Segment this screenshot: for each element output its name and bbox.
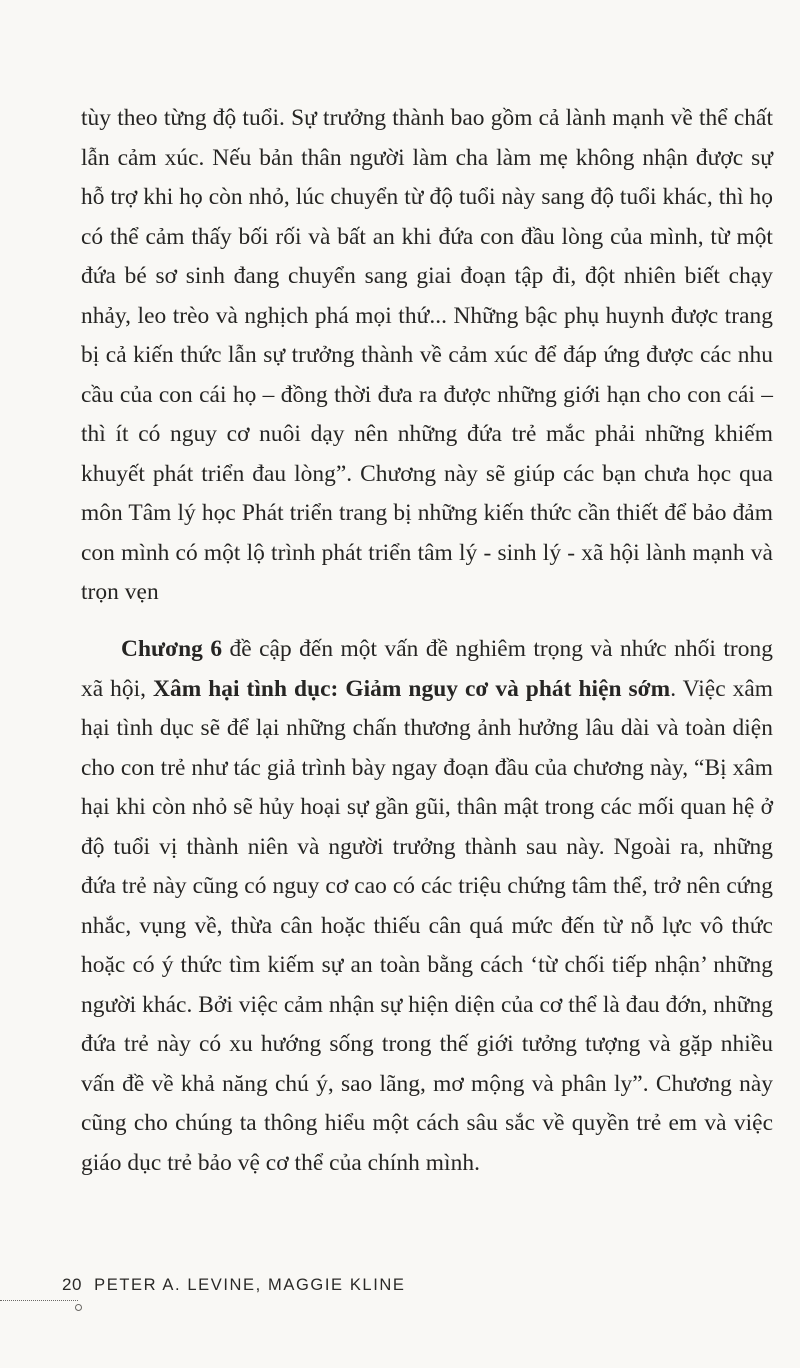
body-paragraph-1: tùy theo từng độ tuổi. Sự trưởng thành bao gồm cả lành mạnh về thể chất lẫn cảm xúc. Nếu bản thân người làm cha làm mẹ không nhận được sự hỗ trợ khi họ còn nhỏ, lúc chuyển từ độ tuổi này sang độ tuổi khác, thì họ có thể cảm thấy bối rối và bất an khi đứa con đầu lòng của mình, từ một đứa bé sơ sinh đang chuyển sang giai đoạn tập đi, đột nhiên biết chạy nhảy, leo trèo và nghịch phá mọi thứ... Những bậc phụ huynh được trang bị cả kiến thức lẫn sự trưởng thành về cảm xúc để đáp ứng được các nhu cầu của con cái họ – đồng thời đưa ra được những giới hạn cho con cái – thì ít có nguy cơ nuôi dạy nên những đứa trẻ mắc phải những khiếm khuyết phát triển đau lòng”. Chương này sẽ giúp các bạn chưa học qua môn Tâm lý học Phát triển trang bị những kiến thức cần thiết để bảo đảm con mình có một lộ trình phát triển tâm lý - sinh lý - xã hội lành mạnh và trọn vẹn [81,105,773,605]
chapter-title: Xâm hại tình dục: Giảm nguy cơ và phát hiện sớm [153,675,671,702]
paragraph-2-intro: đề cập đến một vấn đề nghiêm trọng và nhức nhối trong xã hội, [81,636,773,702]
paragraph-2-body: . Việc xâm hại tình dục sẽ để lại những chấn thương ảnh hưởng lâu dài và toàn diện cho con trẻ như tác giả trình bày ngay đoạn đầu của chương này, “Bị xâm hại khi còn nhỏ sẽ hủy hoại sự gần gũi, thân mật trong các mối quan hệ ở độ tuổi vị thành niên và người trưởng thành sau này. Ngoài ra, những đứa trẻ này cũng có nguy cơ cao có các triệu chứng tâm thể, trở nên cứng nhắc, vụng về, thừa cân hoặc thiếu cân quá mức đến từ nỗ lực vô thức hoặc có ý thức tìm kiếm sự an toàn bằng cách ‘từ chối tiếp nhận’ những người khác. Bởi việc cảm nhận sự hiện diện của cơ thể là đau đớn, những đứa trẻ này có xu hướng sống trong thế giới tưởng tượng và gặp nhiều vấn đề về khả năng chú ý, sao lãng, mơ mộng và phân ly”. Chương này cũng cho chúng ta thông hiểu một cách sâu sắc về quyền trẻ em và việc giáo dục trẻ bảo vệ cơ thể của chính mình. [81,675,774,1176]
page-number: 20 [62,1275,82,1294]
running-footer-authors: PETER A. LEVINE, MAGGIE KLINE [94,1276,406,1294]
page-footer [62,1275,406,1295]
footer-dotted-rule [0,1300,78,1301]
chapter-label: Chương 6 [121,636,223,662]
footer-circle-ornament [75,1304,82,1311]
body-paragraph-2 [81,630,773,1183]
